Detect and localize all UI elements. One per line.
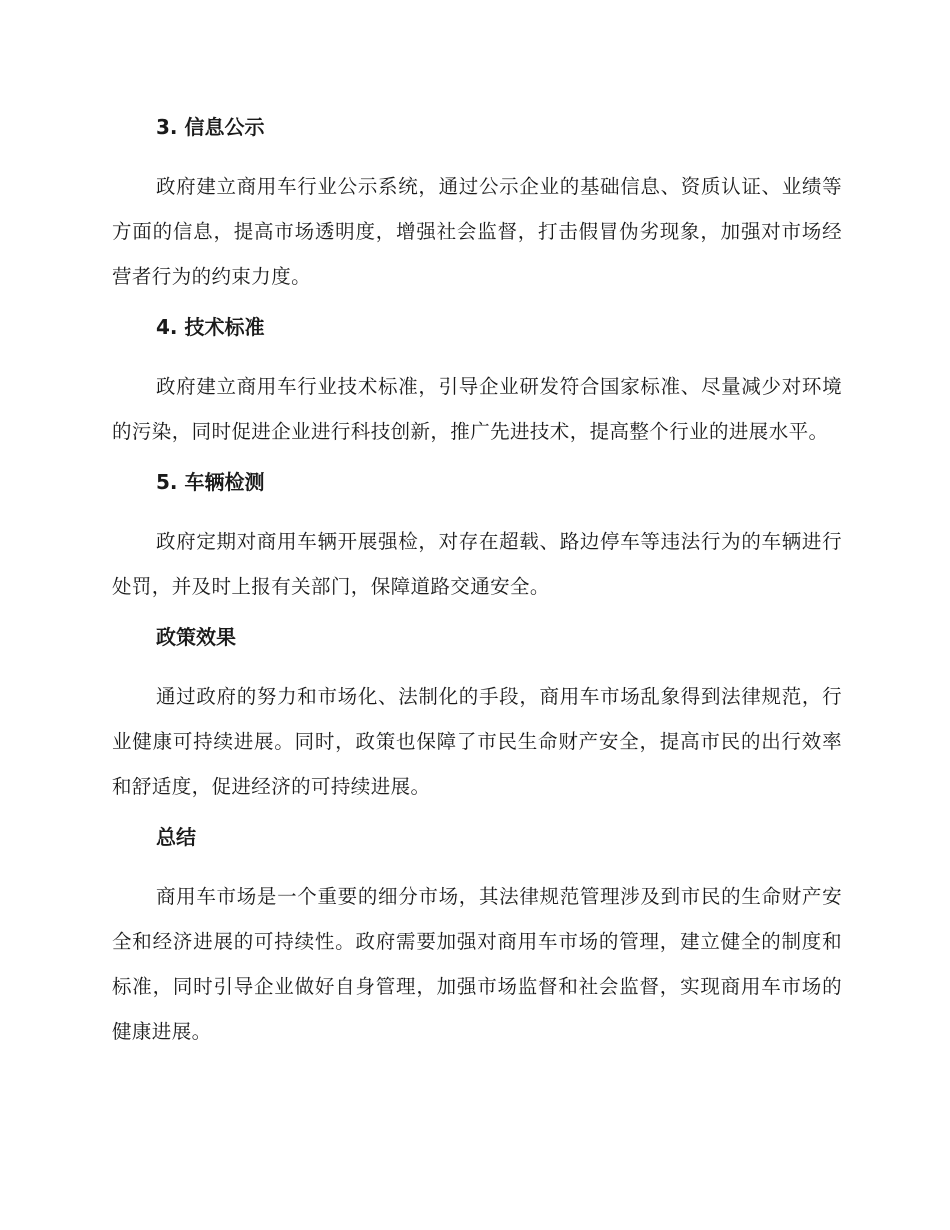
section-paragraph-summary: 商用车市场是一个重要的细分市场，其法律规范管理涉及到市民的生命财产安全和经济进展的可持续性。政府需要加强对商用车市场的管理，建立健全的制度和标准，同时引导企业做好自身管理，加强市场监督和社会监督，实现商用车市场的健康进展。 [112,885,842,1043]
section-paragraph-technical-standards: 政府建立商用车行业技术标准，引导企业研发符合国家标准、尽量减少对环境的污染，同时促进企业进行科技创新，推广先进技术，提高整个行业的进展水平。 [112,375,842,443]
section-paragraph-info-disclosure: 政府建立商用车行业公示系统，通过公示企业的基础信息、资质认证、业绩等方面的信息，提高市场透明度，增强社会监督，打击假冒伪劣现象，加强对市场经营者行为的约束力度。 [112,175,842,288]
section-paragraph-policy-effects: 通过政府的努力和市场化、法制化的手段，商用车市场乱象得到法律规范，行业健康可持续进展。同时，政策也保障了市民生命财产安全，提高市民的出行效率和舒适度，促进经济的可持续进展。 [112,685,842,798]
section-heading-info-disclosure: 3. 信息公示 [156,115,265,139]
section-heading-summary: 总结 [156,825,196,849]
section-heading-technical-standards: 4. 技术标准 [156,315,265,339]
section-heading-vehicle-inspection: 5. 车辆检测 [156,470,265,494]
document-body [112,106,842,1054]
section-paragraph-vehicle-inspection: 政府定期对商用车辆开展强检，对存在超载、路边停车等违法行为的车辆进行处罚，并及时上报有关部门，保障道路交通安全。 [112,530,842,598]
section-heading-policy-effects: 政策效果 [156,625,236,649]
